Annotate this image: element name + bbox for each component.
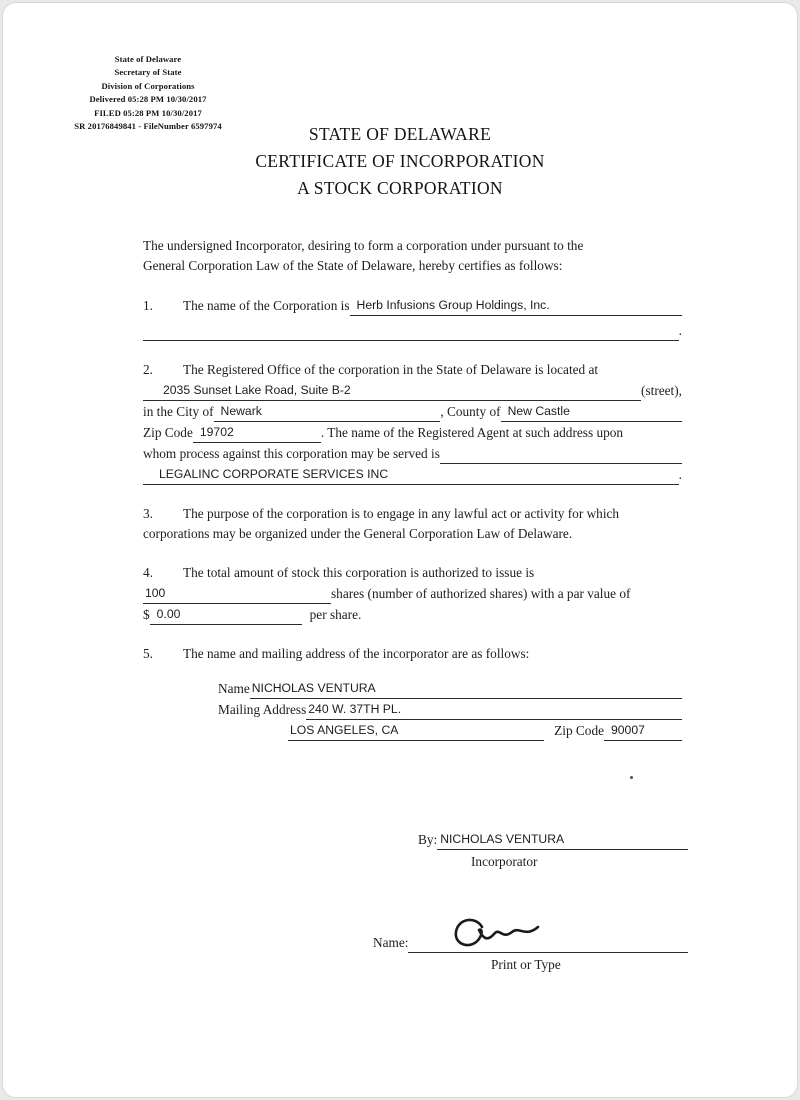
mailing-address-line	[306, 699, 682, 720]
zip-line-2	[604, 720, 682, 741]
item-4-number: 4.	[143, 565, 153, 580]
stamp-line: FILED 05:28 PM 10/30/2017	[94, 107, 202, 118]
by-line	[437, 829, 688, 850]
title-line-3: A STOCK CORPORATION	[297, 178, 503, 198]
item-3-line-2: corporations may be organized under the General Corporation Law of Delaware.	[143, 526, 573, 541]
city-value: Newark	[220, 404, 262, 418]
stamp-line: Secretary of State	[114, 67, 182, 78]
zip-value-2: 90007	[611, 723, 645, 737]
agent-name-line	[143, 464, 679, 485]
item-4	[143, 563, 682, 625]
item-5	[143, 644, 682, 741]
name-label: Name	[218, 681, 250, 696]
stray-mark	[630, 776, 633, 779]
blank-underline	[440, 443, 682, 464]
item-5-line-1: The name and mailing address of the incorporator are as follows:	[183, 646, 530, 661]
stamp-line: SR 20176849841 - FileNumber 6597974	[74, 121, 222, 132]
shares-label: shares (number of authorized shares) with a par value of	[331, 586, 631, 601]
document-body	[143, 236, 682, 975]
document-page	[2, 2, 798, 1098]
county-label: , County of	[440, 404, 501, 419]
incorporator-name-line	[250, 678, 682, 699]
item-1-number: 1.	[143, 298, 153, 313]
item-2-number: 2.	[143, 362, 153, 377]
shares-value: 100	[145, 586, 166, 600]
item-1-label: The name of the Corporation is	[183, 298, 350, 313]
item-3	[143, 504, 682, 544]
item-3-line-1: The purpose of the corporation is to engage in any lawful act or activity for which	[183, 506, 620, 521]
city-label: in the City of	[143, 404, 214, 419]
zip-value: 19702	[199, 425, 234, 439]
county-line	[501, 401, 682, 422]
signature-block	[373, 829, 688, 975]
name-sign-label: Name:	[373, 935, 409, 950]
title-line-1: STATE OF DELAWARE	[308, 124, 492, 144]
by-value: NICHOLAS VENTURA	[440, 832, 565, 846]
item-2-line-1: The Registered Office of the corporation in the State of Delaware is located at	[183, 362, 599, 377]
incorporator-block	[218, 678, 682, 741]
city-line	[214, 401, 441, 422]
filing-stamp	[43, 53, 253, 133]
agent-sentence-2: whom process against this corporation may be served is	[143, 446, 440, 461]
zip-label: Zip Code	[143, 425, 193, 440]
print-or-type-caption: Print or Type	[491, 957, 561, 972]
stamp-line: Delivered 05:28 PM 10/30/2017	[89, 94, 207, 105]
title-line-2: CERTIFICATE OF INCORPORATION	[255, 151, 545, 171]
shares-line	[143, 583, 331, 604]
city-state-line	[288, 720, 544, 741]
par-suffix: per share.	[309, 607, 362, 622]
stamp-line: Division of Corporations	[101, 80, 195, 91]
zip-label-2: Zip Code	[554, 723, 604, 738]
item-2-period: .	[678, 467, 682, 482]
street-suffix: (street),	[641, 383, 682, 398]
zip-line	[193, 422, 321, 443]
city-state-value: LOS ANGELES, CA	[290, 723, 399, 737]
incorporator-caption: Incorporator	[471, 854, 538, 869]
item-1-period: .	[678, 323, 682, 338]
street-line	[143, 380, 641, 401]
intro-line-1: The undersigned Incorporator, desiring to form a corporation under pursuant to the	[143, 238, 584, 253]
item-3-number: 3.	[143, 506, 153, 521]
par-prefix: $	[143, 607, 150, 622]
by-label: By:	[418, 832, 438, 847]
mailing-address-value: 240 W. 37TH PL.	[308, 702, 402, 716]
incorporator-name-value: NICHOLAS VENTURA	[251, 681, 376, 695]
item-5-number: 5.	[143, 646, 153, 661]
handwritten-signature	[448, 914, 558, 958]
intro-line-2: General Corporation Law of the State of Delaware, hereby certifies as follows:	[143, 258, 563, 273]
item-4-line-1: The total amount of stock this corporation is authorized to issue is	[183, 565, 535, 580]
mailing-address-label: Mailing Address	[218, 702, 307, 717]
par-line	[150, 604, 302, 625]
agent-name-value: LEGALINC CORPORATE SERVICES INC	[159, 467, 389, 481]
signature-line	[408, 914, 688, 953]
blank-underline	[143, 320, 679, 341]
agent-sentence-1: . The name of the Registered Agent at such address upon	[320, 425, 624, 440]
item-1	[143, 295, 682, 341]
intro-paragraph	[143, 236, 682, 276]
par-value: 0.00	[156, 607, 181, 621]
county-value: New Castle	[507, 404, 570, 418]
corporation-name-value: Herb Infusions Group Holdings, Inc.	[356, 298, 550, 312]
street-value: 2035 Sunset Lake Road, Suite B-2	[163, 383, 351, 397]
corporation-name-line	[350, 295, 682, 316]
stamp-line: State of Delaware	[114, 54, 182, 64]
item-2	[143, 360, 682, 485]
